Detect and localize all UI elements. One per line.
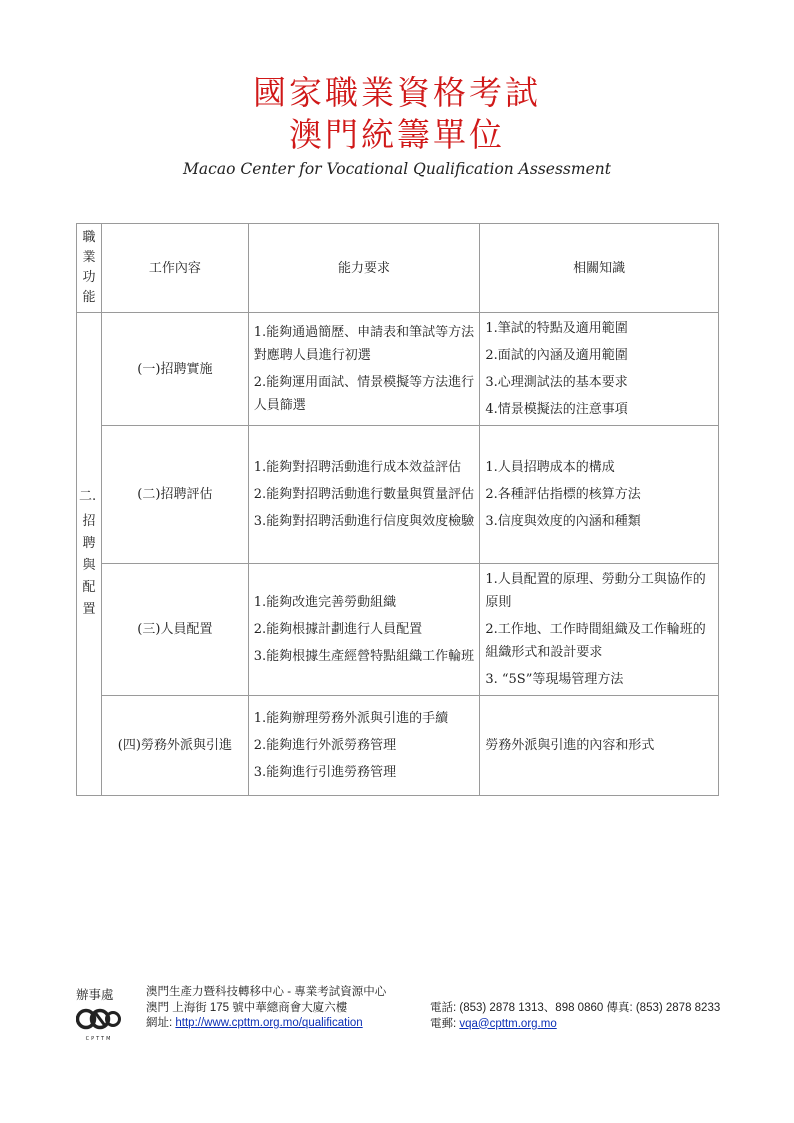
ability-cell [248, 564, 480, 696]
ability-item: 3.能夠根據生產經營特點組織工作輪班 [253, 649, 475, 664]
qualification-table [76, 223, 719, 796]
knowledge-cell [480, 426, 719, 564]
email-label: 電郵: [430, 1017, 460, 1030]
knowledge-item: 勞務外派與引進的內容和形式 [485, 738, 655, 753]
ability-item: 2.能夠根據計劃進行人員配置 [253, 622, 423, 637]
ability-item: 1.能夠通過簡歷、申請表和筆試等方法對應聘人員進行初選 [253, 325, 475, 363]
table-row [77, 564, 719, 696]
knowledge-item: 1.筆試的特點及適用範圍 [485, 321, 628, 336]
content-cell: (二)招聘評估 [101, 426, 248, 564]
knowledge-item: 4.情景模擬法的注意事項 [485, 402, 628, 417]
title-line-2: 澳門統籌單位 [289, 115, 505, 154]
knowledge-item: 3.心理測試法的基本要求 [485, 375, 628, 390]
email-link[interactable]: vqa@cpttm.org.mo [459, 1017, 557, 1030]
ability-cell [248, 426, 480, 564]
ability-item: 3.能夠進行引進勞務管理 [253, 765, 397, 780]
knowledge-item: 3. “5S”等現場管理方法 [485, 672, 624, 687]
header-function [77, 224, 102, 313]
ability-cell [248, 696, 480, 796]
ability-item: 2.能夠對招聘活動進行數量與質量評估 [253, 487, 475, 502]
footer-address: 澳門 上海街 175 號中華總商會大廈六樓 [146, 1001, 348, 1014]
function-cell [77, 313, 102, 796]
content-cell: (三)人員配置 [101, 564, 248, 696]
content-cell: (四)勞務外派與引進 [101, 696, 248, 796]
ability-item: 2.能夠運用面試、情景模擬等方法進行人員篩選 [253, 375, 475, 413]
cpttm-logo [76, 1005, 122, 1043]
ability-item: 1.能夠對招聘活動進行成本效益評估 [253, 460, 462, 475]
knowledge-item: 3.信度與效度的內涵和種類 [485, 514, 641, 529]
header-content: 工作內容 [101, 224, 248, 313]
footer-address-block [146, 985, 466, 1032]
ability-item: 1.能夠辦理勞務外派與引進的手續 [253, 711, 449, 726]
function-number: 二. [79, 489, 97, 504]
ability-cell [248, 313, 480, 426]
table-row [77, 696, 719, 796]
footer-website-line [146, 1016, 466, 1032]
ability-item: 3.能夠對招聘活動進行信度與效度檢驗 [253, 514, 475, 529]
title-line-1: 國家職業資格考試 [253, 73, 541, 112]
header-function-text: 職業功能 [82, 230, 96, 305]
header-ability: 能力要求 [248, 224, 480, 313]
knowledge-cell [480, 313, 719, 426]
knowledge-item: 1.人員招聘成本的構成 [485, 460, 615, 475]
header-knowledge: 相關知識 [480, 224, 719, 313]
content-cell: (一)招聘實施 [101, 313, 248, 426]
knowledge-item: 2.各種評估指標的核算方法 [485, 487, 641, 502]
table-row [77, 426, 719, 564]
ability-item: 2.能夠進行外派勞務管理 [253, 738, 397, 753]
table-row [77, 313, 719, 426]
document-header [0, 72, 794, 178]
subtitle: Macao Center for Vocational Qualification Assessment [183, 160, 611, 178]
function-name: 招聘與配置 [82, 514, 96, 617]
knowledge-cell [480, 696, 719, 796]
footer-phone: 電話: (853) 2878 1313、898 0860 傳真: (853) 2878 8233 [430, 1002, 721, 1014]
footer-org: 澳門生產力暨科技轉移中心 - 專業考試資源中心 [146, 986, 387, 998]
footer-email-line [430, 1017, 750, 1033]
ability-item: 1.能夠改進完善勞動組織 [253, 595, 397, 610]
website-link[interactable]: http://www.cpttm.org.mo/qualification [175, 1017, 363, 1029]
knowledge-item: 2.工作地、工作時間組織及工作輪班的組織形式和設計要求 [485, 622, 706, 660]
knowledge-item: 1.人員配置的原理、勞動分工與協作的原則 [485, 572, 706, 610]
website-label: 網址: [146, 1017, 176, 1029]
knowledge-item: 2.面試的內涵及適用範圍 [485, 348, 628, 363]
logo-text: CPTTM [85, 1036, 113, 1042]
knowledge-cell [480, 564, 719, 696]
footer-contact-block [430, 1001, 750, 1032]
table-header-row [77, 224, 719, 313]
office-label: 辦事處 [76, 988, 114, 1002]
